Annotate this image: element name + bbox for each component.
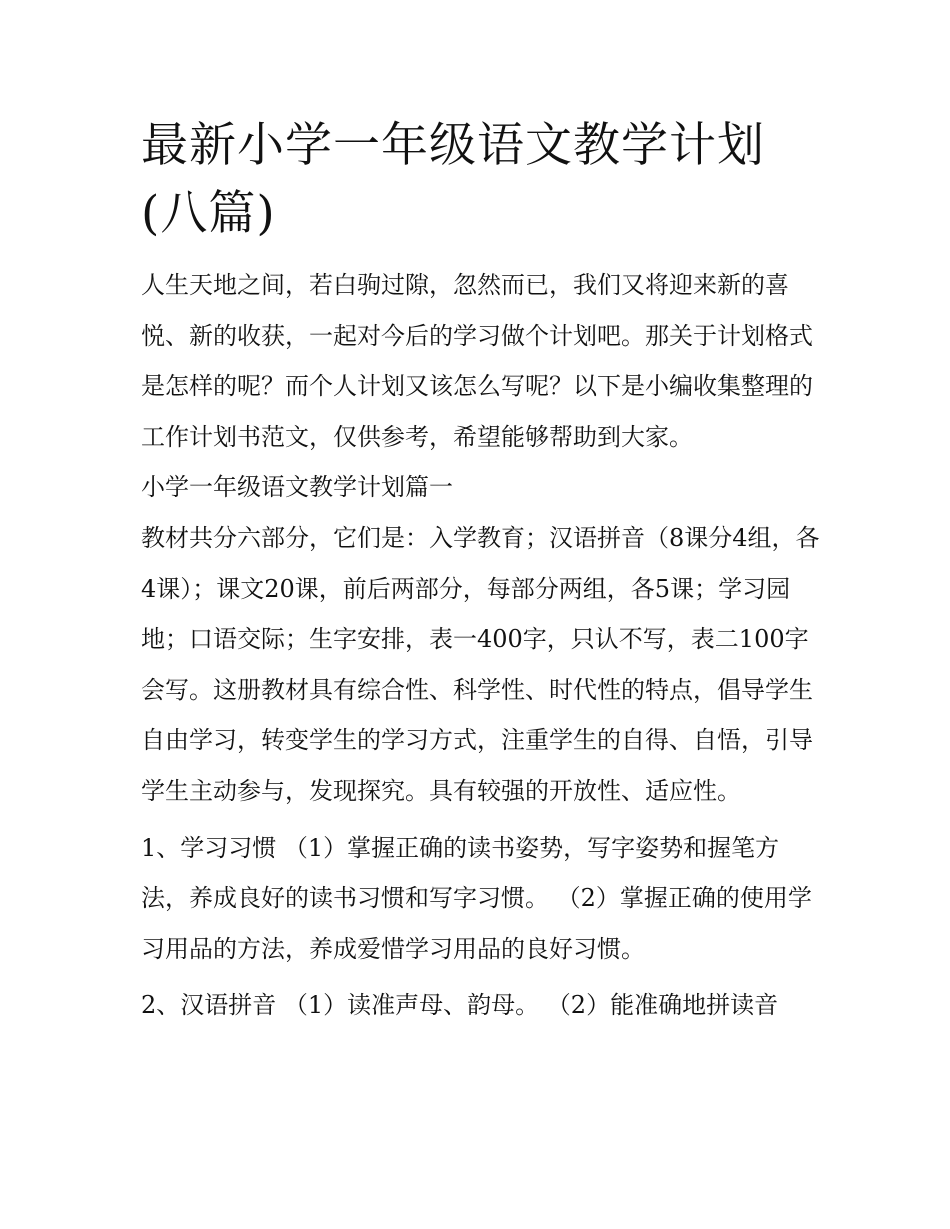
intro-paragraph: 人生天地之间，若白驹过隙，忽然而已，我们又将迎来新的喜悦、新的收获，一起对今后的学习做个计划吧。那关于计划格式是怎样的呢？而个人计划又该怎么写呢？以下是小编收集整理的工作计划书范文，仅供参考，希望能够帮助到大家。 (141, 271, 813, 451)
textbook-paragraph: 教材共分六部分，它们是：入学教育；汉语拼音（8课分4组，各4课）；课文20课，前后两部分，每部分两组，各5课；学习园地；口语交际；生字安排，表一400字，只认不写，表二100字会写。这册教材具有综合性、科学性、时代性的特点，倡导学生自由学习，转变学生的学习方式，注重学生的自得、自悟，引导学生主动参与，发现探究。具有较强的开放性、适应性。 (141, 523, 820, 805)
section-heading: 小学一年级语文教学计划篇一 (141, 473, 453, 502)
pinyin-paragraph: 2、汉语拼音 （1）读准声母、韵母。 （2）能准确地拼读音 (141, 991, 779, 1020)
document-body (141, 112, 821, 1031)
document-title: 最新小学一年级语文教学计划(八篇) (141, 118, 765, 241)
study-habits-paragraph: 1、学习习惯 （1）掌握正确的读书姿势，写字姿势和握笔方法，养成良好的读书习惯和写字习惯。 （2）掌握正确的使用学习用品的方法，养成爱惜学习用品的良好习惯。 (141, 833, 812, 963)
